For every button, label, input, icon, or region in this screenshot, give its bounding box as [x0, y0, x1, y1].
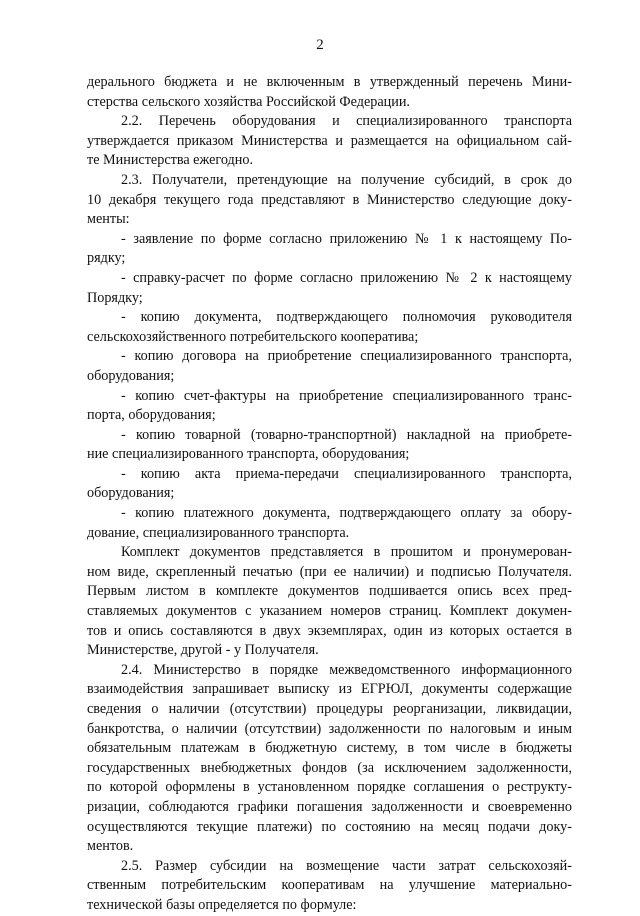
text-line: рядку; [87, 250, 126, 267]
text-line: стерства сельского хозяйства Российской Федерации. [87, 93, 410, 110]
text-line: ментов. [87, 838, 134, 855]
text-line: - заявление по форме согласно приложению № 1 к настоящему По- [121, 230, 572, 247]
text-line: обязательным платежам в бюджетную систему, в том числе в бюджеты [87, 740, 572, 757]
text-line: сельскохозяйственного потребительского кооператива; [87, 328, 419, 345]
text-line: ственным потребительским кооперативам на улучшение материально- [87, 877, 572, 894]
text-line: ризации, соблюдаются графики погашения задолженности и своевременно [87, 798, 572, 815]
text-line: дерального бюджета и не включенным в утвержденный перечень Мини- [87, 74, 572, 90]
text-line: утверждается приказом Министерства и размещается на официальном сай- [87, 132, 572, 149]
text-line: - копию акта приема-передачи специализированного транспорта, [121, 465, 572, 482]
text-line: технической базы определяется по формуле: [87, 896, 357, 913]
text-line: - копию документа, подтверждающего полномочия руководителя [121, 309, 572, 326]
text-line: - копию договора на приобретение специализированного транспорта, [121, 348, 572, 365]
text-line: по которой оформлены в установленном порядке соглашения о реструкту- [87, 779, 572, 796]
text-line: 2.4. Министерство в порядке межведомственного информационного [121, 661, 572, 678]
text-line: сведения о наличии (отсутствии) процедуры реорганизации, ликвидации, [87, 701, 572, 717]
text-line: 2.3. Получатели, претендующие на получение субсидий, в срок до [121, 171, 572, 188]
text-line: оборудования; [87, 485, 175, 502]
text-line: ставляемых документов с указанием номеров страниц. Комплект докумен- [87, 603, 572, 620]
text-line: 10 декабря текущего года представляют в Министерство следующие доку- [87, 191, 572, 208]
text-line: - копию счет-фактуры на приобретение специализированного транс- [121, 387, 572, 404]
page-number: 2 [316, 37, 324, 53]
document-body [87, 73, 572, 916]
text-line: оборудования; [87, 367, 175, 384]
text-line: дование, специализированного транспорта. [87, 524, 350, 541]
text-line: банкротства, о наличии (отсутствии) задолженности по налоговым и иным [87, 720, 572, 737]
text-line: Комплект документов представляется в прошитом и пронумерован- [121, 544, 572, 561]
text-line: осуществляются текущие платежи) по состоянию на месяц подачи доку- [87, 818, 572, 835]
text-line: ном виде, скрепленный печатью (при ее наличии) и подписью Получателя. [87, 563, 572, 580]
text-line: Министерстве, другой - у Получателя. [87, 642, 319, 659]
text-line: государственных внебюджетных фондов (за исключением задолженности, [87, 759, 572, 776]
text-line: 2.5. Размер субсидии на возмещение части затрат сельскохозяй- [121, 857, 572, 874]
text-line: - справку-расчет по форме согласно приложению № 2 к настоящему [121, 269, 572, 286]
text-line: - копию товарной (товарно-транспортной) накладной на приобрете- [121, 426, 572, 443]
text-line: Первым листом в комплекте документов подшивается опись всех пред- [87, 583, 572, 600]
text-line: взаимодействия запрашивает выписку из ЕГРЮЛ, документы содержащие [87, 681, 572, 698]
text-line: тов и опись составляются в двух экземплярах, один из которых остается в [87, 622, 572, 639]
text-line: те Министерства ежегодно. [87, 152, 253, 169]
text-line: - копию платежного документа, подтверждающего оплату за обору- [121, 505, 572, 522]
text-line: 2.2. Перечень оборудования и специализированного транспорта [121, 113, 572, 130]
text-line: ние специализированного транспорта, оборудования; [87, 446, 410, 463]
text-line: порта, оборудования; [87, 407, 216, 424]
text-line: Порядку; [87, 289, 143, 306]
text-line: менты: [87, 211, 130, 228]
